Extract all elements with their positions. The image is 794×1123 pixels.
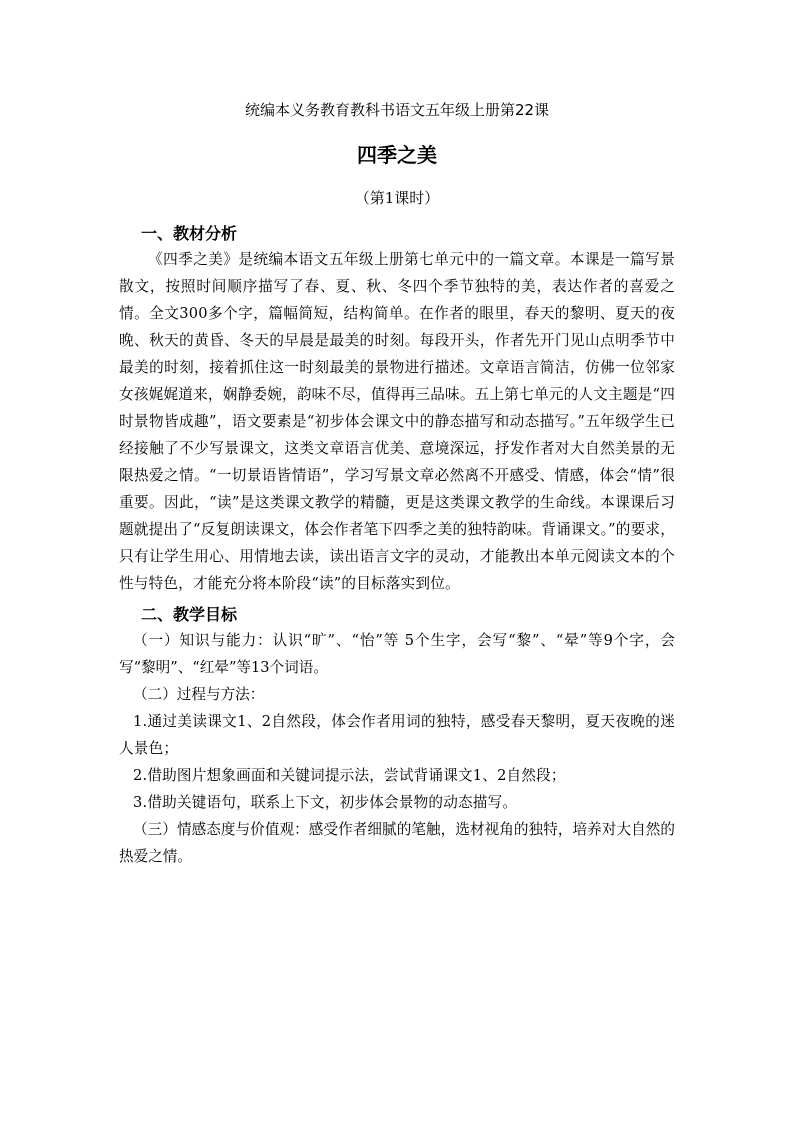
section-heading-goals: 二、教学目标 [141, 605, 238, 624]
goal-attitude: （三）情感态度与价值观：感受作者细腻的笔触，选材视角的独特，培养对大自然的热爱之情。 [119, 821, 675, 865]
lesson-title: 四季之美 [357, 143, 437, 167]
goal-process-item: 3.借助关键语句，联系上下文，初步体会景物的动态描写。 [133, 794, 518, 811]
goal-process-item: 1.通过美读课文1、2自然段，体会作者用词的独特，感受春天黎明，夏天夜晚的迷人景色； [119, 713, 675, 757]
lesson-period: （第1课时） [354, 189, 440, 207]
goal-process-item: 2.借助图片想象画面和关键词提示法，尝试背诵课文1、2自然段； [133, 767, 566, 784]
goal-process-title: （二）过程与方法： [133, 686, 265, 703]
section-heading-analysis: 一、教材分析 [141, 224, 238, 243]
course-header: 统编本义务教育教科书语文五年级上册第22课 [244, 101, 550, 119]
goal-knowledge: （一）知识与能力：认识“旷”、“怡”等 5个生字，会写“黎”、“晕”等9个字，会写“黎明”、“红晕”等13个词语。 [119, 632, 675, 676]
document-page [119, 96, 675, 870]
analysis-paragraph: 《四季之美》是统编本语文五年级上册第七单元中的一篇文章。本课是一篇写景散文，按照时间顺序描写了春、夏、秋、冬四个季节独特的美，表达作者的喜爱之情。全文300多个字，篇幅简短，结构简单。在作者的眼里，春天的黎明、夏天的夜晚、秋天的黄昏、冬天的早晨是最美的时刻。每段开头，作者先开门见山点明季节中最美的时刻，接着抓住这一时刻最美的景物进行描述。文章语言简洁，仿佛一位邻家女孩娓娓道来，娴静委婉，韵味不尽，值得再三品味。五上第七单元的人文主题是“四时景物皆成趣”，语文要素是“初步体会课文中的静态描写和动态描写。”五年级学生已经接触了不少写景课文，这类文章语言优美、意境深远，抒发作者对大自然美景的无限热爱之情。“一切景语皆情语”，学习写景文章必然离不开感受、情感，体会“情”很重要。因此，“读”是这类课文教学的精髓，更是这类课文教学的生命线。本课课后习题就提出了“反复朗读课文，体会作者笔下四季之美的独特韵味。背诵课文。”的要求，只有让学生用心、用情地去读，读出语言文字的灵动，才能教出本单元阅读文本的个性与特色，才能充分将本阶段“读”的目标落实到位。 [119, 251, 675, 592]
